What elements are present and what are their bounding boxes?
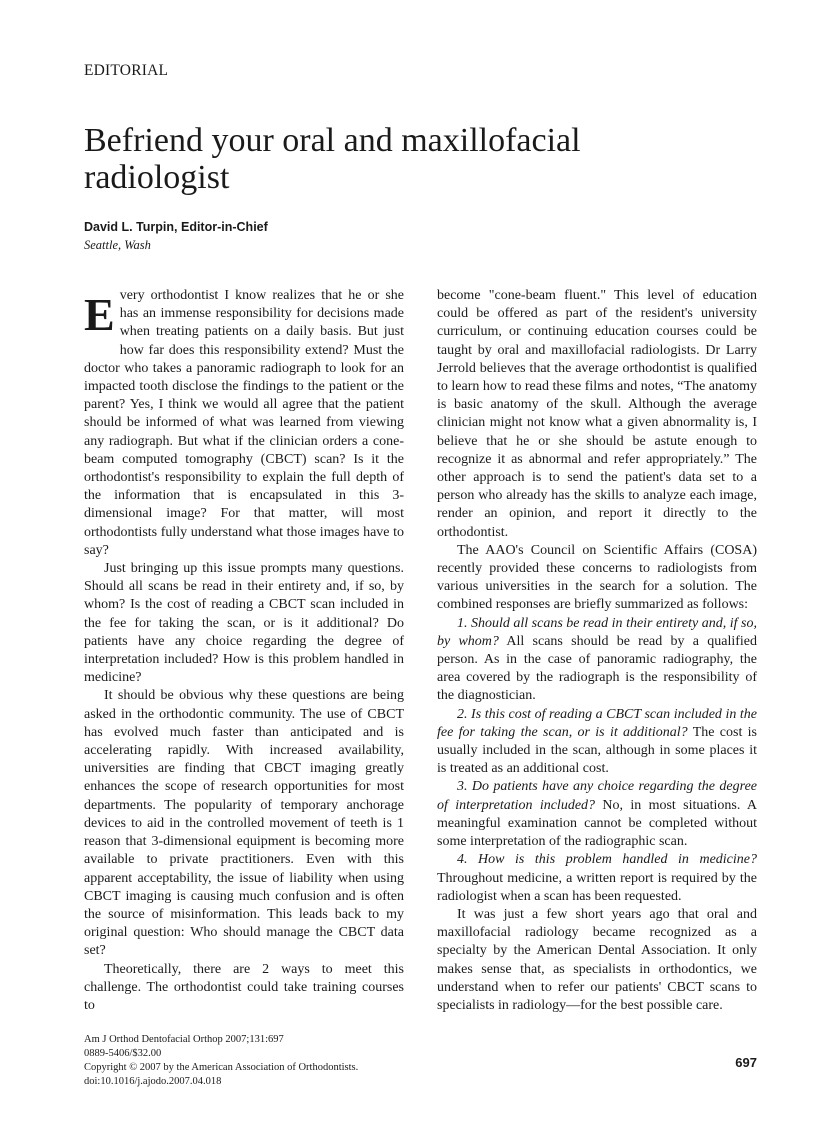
drop-cap: E — [84, 289, 115, 340]
section-label: EDITORIAL — [84, 62, 169, 79]
doi: doi:10.1016/j.ajodo.2007.04.018 — [84, 1076, 222, 1088]
left-column — [84, 287, 404, 1015]
page-number: 697 — [735, 1055, 757, 1071]
qa-item — [437, 851, 757, 906]
answer: No, in most situations. A meaningful examination cannot be completed without some interpretation of the radiographic scan. — [437, 797, 757, 850]
qa-item — [437, 706, 757, 779]
right-column-wrapper — [437, 287, 757, 1111]
qa-item — [437, 778, 757, 851]
paragraph: The AAO's Council on Scientific Affairs (COSA) recently provided these concerns to radiologists from various universities in the search for a solution. The combined responses are briefly summarized as follows: — [437, 542, 757, 613]
author-location: Seattle, Wash — [84, 238, 151, 252]
paragraph-text: very orthodontist I know realizes that he or she has an immense responsibility for decisions made when treating patients on a daily basis. But just how far does this responsibility extend? Must the doctor who takes a panoramic radiograph to look for an impacted tooth disclose the findings to the patient or the parent? Yes, I think we would all agree that the patient should be informed of what was learned from viewing any radiograph. But what if the clinician orders a cone-beam computed tomography (CBCT) scan? Is it the orthodontist's responsibility to explain the full depth of the information that is encapsulated in this 3-dimensional image? For that matter, will most orthodontists fully understand what those images have to say? — [84, 288, 404, 558]
paragraph: It was just a few short years ago that oral and maxillofacial radiology became recognized as a specialty by the American Dental Association. It only makes sense that, as specialists in orthodontics, we understand when to refer our patients' CBCT scans to specialists in radiology—for the best possible care. — [437, 906, 757, 1013]
article-title: Befriend your oral and maxillofacial radiologist — [84, 122, 581, 196]
question: 3. Do patients have any choice regarding the degree of interpretation included? — [437, 779, 757, 813]
paragraph: Theoretically, there are 2 ways to meet this challenge. The orthodontist could take training courses to — [84, 961, 404, 1013]
paragraph: It should be obvious why these questions are being asked in the orthodontic community. The use of CBCT has evolved much faster than anticipated and is accelerating rapidly. With increased availability, universities are finding that CBCT imaging greatly enhances the scope of research opportunities for most departments. The popularity of temporary anchorage devices to aid in the controlled movement of teeth is 1 reason that 3-dimensional equipment is becoming more available to private practitioners. Even with this apparent acceptability, the issue of liability when using CBCT imaging is causing much confusion and is often the source of misinformation. This leads back to my original question: Who should manage the CBCT data set? — [84, 688, 404, 959]
paragraph: become "cone-beam fluent." This level of education could be offered as part of the resident's university curriculum, or continuing education courses could be taught by oral and maxillofacial radiologists. Dr Larry Jerrold believes that the average orthodontist is qualified to learn how to read these films and notes, “The anatomy is basic anatomy of the skull. Although the average clinician might not know what a given abnormality is, I believe that he or she should be astute enough to recognize it as abnormal and refer appropriately.” The other approach is to send the patient's data set to a person who already has the skills to analyze each image, render an opinion, and report it directly to the orthodontist. — [437, 288, 757, 540]
citation: Am J Orthod Dentofacial Orthop 2007;131:697 — [84, 1034, 284, 1046]
answer: Throughout medicine, a written report is required by the radiologist when a scan has been requested. — [437, 870, 757, 904]
footnote — [84, 1033, 404, 1089]
right-column — [437, 287, 757, 1015]
price: 0889-5406/$32.00 — [84, 1048, 162, 1060]
question: 2. Is this cost of reading a CBCT scan included in the fee for taking the scan, or is it additional? — [437, 706, 757, 740]
paragraph — [84, 287, 404, 560]
author-name: David L. Turpin, Editor-in-Chief — [84, 220, 268, 234]
left-column-wrapper — [84, 287, 404, 1129]
question: 1. Should all scans be read in their entirety and, if so, by whom? — [437, 615, 757, 649]
answer: All scans should be read by a qualified person. As in the case of panoramic radiography, the area covered by the radiograph is the responsibility of the diagnostician. — [437, 633, 757, 704]
answer: The cost is usually included in the scan, although in some places it is treated as an additional cost. — [437, 724, 757, 777]
copyright: Copyright © 2007 by the American Association of Orthodontists. — [84, 1062, 359, 1074]
qa-item — [437, 615, 757, 706]
question: 4. How is this problem handled in medicine? — [457, 852, 757, 868]
paragraph: Just bringing up this issue prompts many questions. Should all scans be read in their entirety and, if so, by whom? Is the cost of reading a CBCT scan included in the fee for taking the scan, or is it additional? Do patients have any choice regarding the degree of interpretation included? How is this problem handled in medicine? — [84, 561, 404, 686]
